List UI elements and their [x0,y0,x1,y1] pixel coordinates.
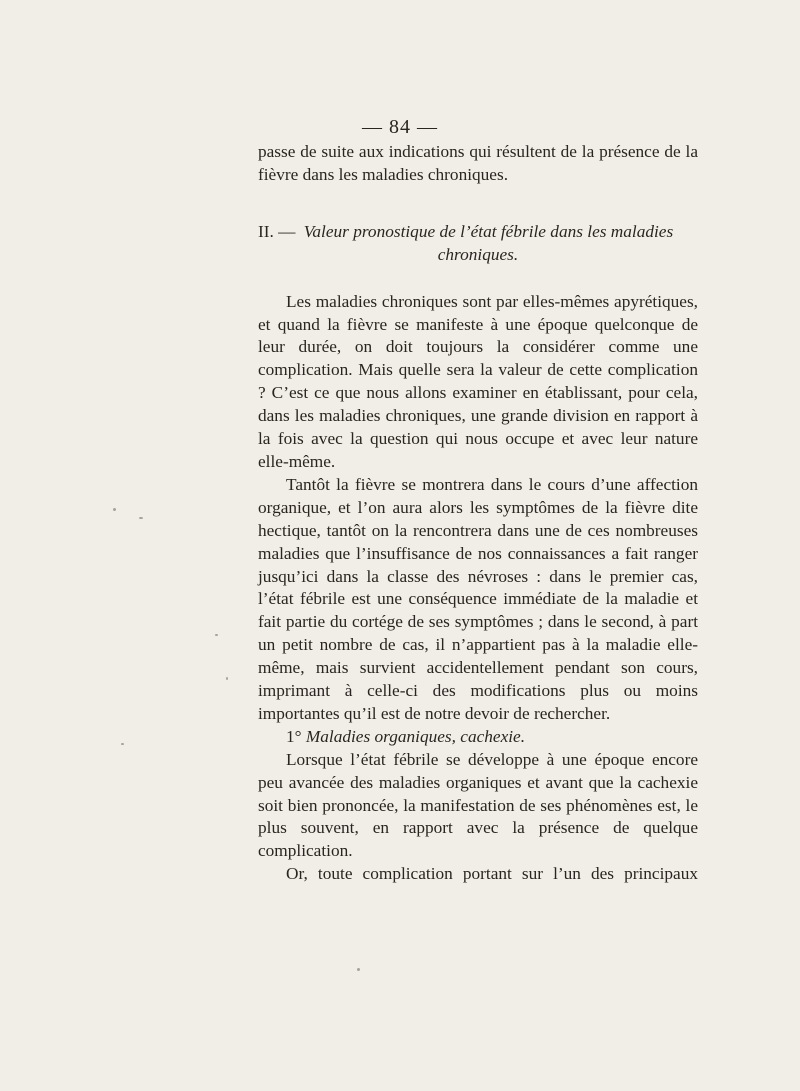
section-title-line1: Valeur pronostique de l’état fébrile dans les maladies [303,221,674,241]
section-number: II. — [258,221,296,241]
paper-speck [215,634,218,636]
paper-speck [139,517,143,519]
section-heading [258,221,698,267]
spacer [258,187,698,221]
paragraph: Lorsque l’état fébrile se développe à une époque encore peu avancée des maladies organiques et avant que la cachexie soit bien prononcée, la manifestation de ses phénomènes est, le plus souvent, en rapport avec la présence de quelque complication. [258,749,698,861]
paper-speck [357,968,360,971]
body-text [258,141,698,886]
spacer [258,267,698,291]
section-title-line2: chroniques. [437,244,519,264]
paragraph: Or, toute complication portant sur l’un des principaux [286,864,698,884]
page-number: — 84 — [362,116,438,138]
paragraph: Les maladies chroniques sont par elles-mêmes apyrétiques, et quand la fièvre se manifeste à une époque quelconque de leur durée, on doit toujours la considérer comme une complication. Mais quelle sera la valeur de cette complication ? C’est ce que nous allons examiner en établissant, pour cela, dans les maladies chroniques, une grande division en rapport à la fois avec la question qui nous occupe et avec leur nature elle-même. [258,291,698,471]
paragraph: Tantôt la fièvre se montrera dans le cours d’une affection organique, et l’on aura alors les symptômes de la fièvre dite hectique, tantôt on la rencontrera dans une de ces nombreuses maladies que l’insuffisance de nos connaissances a fait ranger jusqu’ici dans la classe des névroses : dans le premier cas, l’état fébrile est une conséquence immédiate de la maladie et fait partie du cortége de ses symptômes ; dans le second, à part un petit nombre de cas, il n’appartient pas à la maladie elle-même, mais survient accidentellement pendant son cours, imprimant à celle-ci des modifications plus ou moins importantes qu’il est de notre devoir de rechercher. [258,474,698,723]
paper-speck [121,743,124,745]
paper-speck [113,508,116,511]
subsection-number: 1° [286,726,302,746]
subsection-heading [258,726,698,749]
subsection-title: Maladies organiques, cachexie. [305,726,526,746]
continuation-paragraph: passe de suite aux indications qui résultent de la présence de la fièvre dans les maladies chroniques. [258,142,698,184]
paper-speck [226,677,228,680]
